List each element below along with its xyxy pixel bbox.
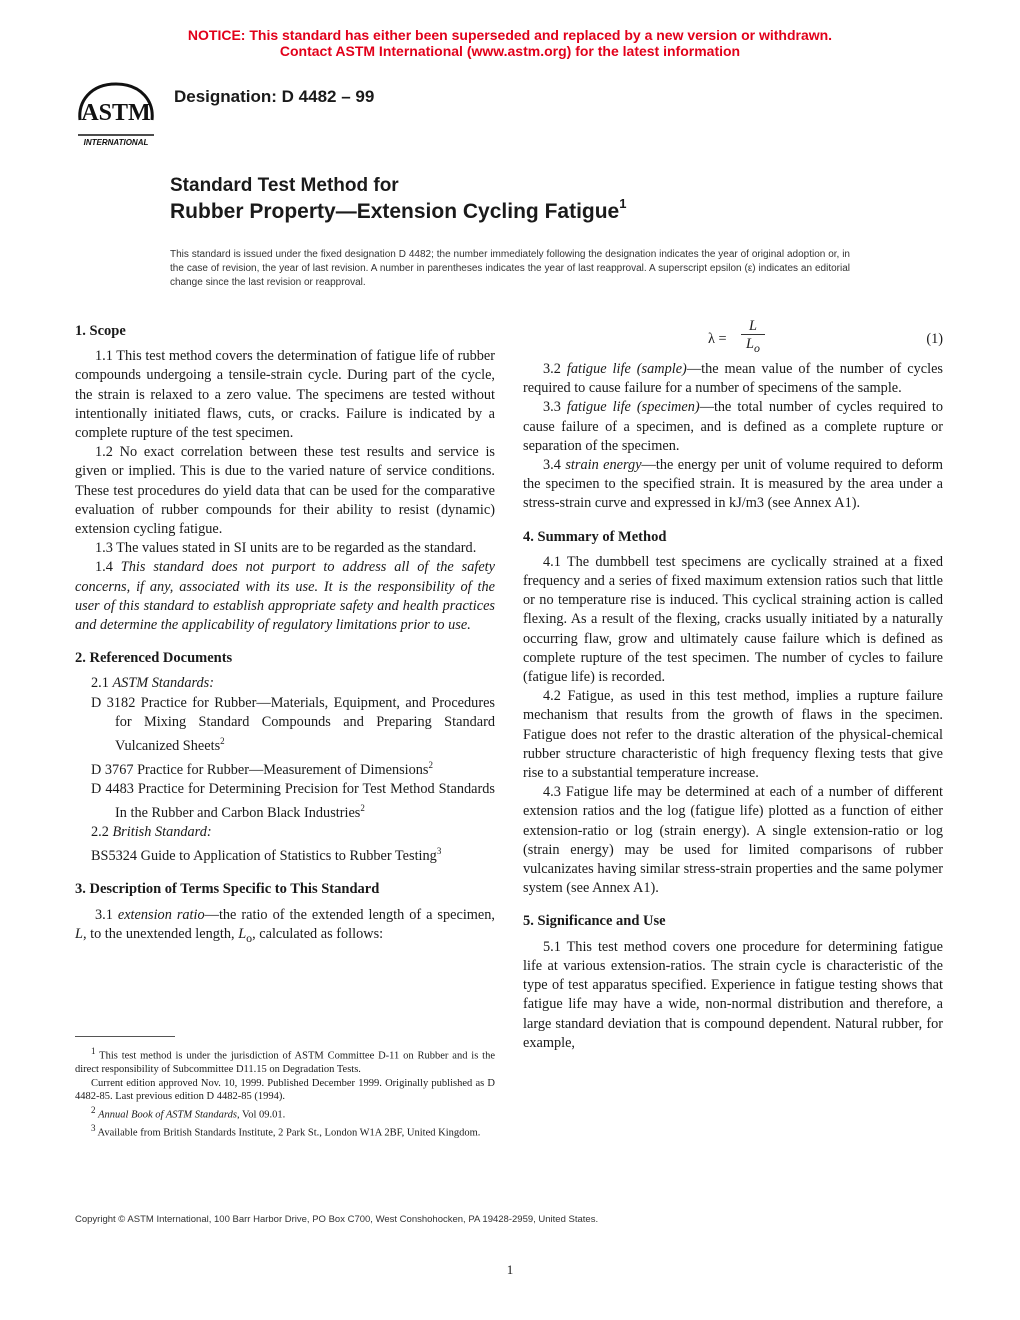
- title-line-2: [170, 198, 626, 224]
- footnote-3-text: Available from British Standards Institute, 2 Park St., London W1A 2BF, United Kingdom.: [95, 1127, 481, 1138]
- reference-bs5324-text: BS5324 Guide to Application of Statistics to Rubber Testing: [91, 848, 437, 865]
- para-3-1-symbol-l: L: [75, 925, 83, 942]
- section-4-heading: 4. Summary of Method: [523, 528, 667, 545]
- para-3-2-text: —the mean value of the number of cycles required to cause failure for a number of specimens of the sample.: [523, 361, 943, 397]
- section-3-heading: 3. Description of Terms Specific to This Standard: [75, 881, 380, 898]
- para-1-3: 1.3 The values stated in SI units are to be regarded as the standard.: [95, 540, 477, 557]
- copyright-line: Copyright © ASTM International, 100 Barr Harbor Drive, PO Box C700, West Conshohocken, PA 19428-2959, United States.: [75, 1214, 599, 1225]
- para-4-3: 4.3 Fatigue life may be determined at each of a number of different extension ratios and the log (fatigue life) plotted as a function of either extension-ratio or log (strain energy). A single extension-ratio or log (strain energy) may be used for limited comparisons of rubber vulcanizates having similar stress-strain properties and the same polymer system (see Annex A1).: [523, 784, 943, 897]
- section-5-heading: 5. Significance and Use: [523, 913, 666, 930]
- reference-d3767: [75, 756, 495, 780]
- para-4-1: 4.1 The dumbbell test specimens are cyclically strained at a fixed frequency and a series of fixed maximum extension ratios such that little or no temperature rise is induced. This cyclical straining action is called flexing. As a result of the flexing, cracks usually initiated by a naturally occurring flaw, grow and ultimately cause failure which is defined as complete rupture of the test specimen. The number of cycles to failure (fatigue life) is recorded.: [523, 553, 943, 686]
- para-3-1: [75, 906, 495, 948]
- para-3-3-text: —the total number of cycles required to cause failure of a specimen, and is defined as a complete rupture or separation of the specimen.: [523, 399, 943, 454]
- reference-d4483-text: D 4483 Practice for Determining Precision for Test Method Standards In the Rubber and Carbon Black Industries: [91, 781, 495, 821]
- footnote-2-mark: 2: [91, 1104, 96, 1115]
- reference-d4483-fn: 2: [360, 803, 365, 814]
- designation: Designation: D 4482 – 99: [174, 87, 375, 106]
- section-2-heading: 2. Referenced Documents: [75, 650, 233, 667]
- notice-line-2: Contact ASTM International (www.astm.org) for the latest information: [279, 43, 741, 59]
- logo-subtext: INTERNATIONAL: [83, 138, 149, 147]
- para-5-1: 5.1 This test method covers one procedure for determining fatigue life at various extension-ratios. The strain cycle is characteristic of the type of test apparatus specified. Experience in fatigue testing shows that fatigue life may have a wide, non-normal distribution and therefore, a large standard deviation that is compound dependent. Natural rubber, for example,: [523, 938, 943, 1051]
- footnote-rule: [75, 1036, 175, 1037]
- para-3-1-subscript-o: o: [246, 930, 253, 945]
- footnote-2-title: Annual Book of ASTM Standards: [98, 1109, 237, 1120]
- para-3-4-term: strain energy: [565, 457, 642, 474]
- left-column: [75, 322, 495, 948]
- para-1-4-num: 1.4: [95, 559, 121, 576]
- title-line-1: Standard Test Method for: [170, 175, 399, 196]
- subsection-2-2: [75, 823, 495, 842]
- para-3-1-symbol-lo: L: [238, 925, 247, 942]
- para-3-3: [523, 398, 943, 456]
- para-3-2-num: 3.2: [543, 361, 567, 377]
- para-3-1-text-a: —the ratio of the extended length of a specimen,: [204, 906, 495, 923]
- para-1-4: [75, 558, 495, 635]
- para-1-1: 1.1 This test method covers the determination of fatigue life of rubber compounds undergoing a tensile-strain cycle. During part of the cycle, the strain is relaxed to a zero value. The specimens are tested without intentionally initiated flaws, cuts, or cracks. Failure is indicated by a complete rupture of the test specimen.: [75, 348, 495, 442]
- equation-1: [523, 318, 943, 360]
- footnote-1: [75, 1045, 495, 1077]
- para-3-4-text: —the energy per unit of volume required to deform the specimen to the specified strain. It is measured by the area under a stress-strain curve and expressed in kJ/m3 (see Annex A1).: [523, 457, 943, 512]
- subsection-2-2-title: British Standard:: [112, 824, 212, 841]
- subsection-2-1: [75, 674, 495, 693]
- para-3-1-text-b: , to the unextended length,: [82, 925, 239, 942]
- equation-denominator-l: L: [746, 336, 754, 352]
- reference-d4483: [75, 780, 495, 823]
- logo-text: ASTM: [81, 100, 151, 126]
- para-1-4-text: This standard does not purport to address all of the safety concerns, if any, associated with its use. It is the responsibility of the user of this standard to establish appropriate safety and health practices and determine the applicability of regulatory limitations prior to use.: [75, 559, 495, 634]
- footnote-3: [75, 1122, 495, 1140]
- reference-bs5324: [75, 842, 495, 866]
- page-number: 1: [506, 1262, 514, 1277]
- equation-lambda: λ =: [708, 331, 727, 347]
- equation-number: (1): [926, 331, 943, 347]
- para-3-1-num: 3.1: [95, 906, 118, 923]
- footnote-1-text: This test method is under the jurisdiction of ASTM Committee D-11 on Rubber and is the direct responsibility of Subcommittee D11.15 on Degradation Tests.: [75, 1050, 495, 1075]
- footnote-1-mark: 1: [91, 1046, 96, 1056]
- para-3-2-term: fatigue life (sample): [566, 361, 687, 377]
- section-1-heading: 1. Scope: [75, 323, 126, 339]
- astm-logo: [70, 80, 162, 150]
- equation-numerator: L: [741, 318, 765, 335]
- subsection-2-1-title: ASTM Standards:: [112, 675, 214, 692]
- title-main: Rubber Property—Extension Cycling Fatigue: [170, 200, 620, 223]
- para-3-1-term: extension ratio: [117, 906, 205, 923]
- subsection-2-2-num: 2.2: [91, 824, 113, 841]
- footnote-2-text: , Vol 09.01.: [236, 1109, 286, 1120]
- para-3-2: [523, 360, 943, 398]
- footnotes: [75, 1045, 495, 1140]
- reference-d3767-fn: 2: [428, 760, 433, 771]
- supersede-notice: [0, 27, 1020, 59]
- issuance-note: This standard is issued under the fixed designation D 4482; the number immediately following the designation indicates the year of original adoption or, in the case of revision, the year of last revision. A number in parentheses indicates the year of last reapproval. A superscript epsilon (ε) indicates an editorial change since the last revision or reapproval.: [170, 249, 850, 288]
- reference-d3182: [75, 694, 495, 756]
- para-3-1-text-c: , calculated as follows:: [252, 925, 384, 942]
- equation-fraction: [741, 318, 765, 357]
- footnote-1b: Current edition approved Nov. 10, 1999. Published December 1999. Originally published as D 4482-85. Last previous edition D 4482-85 (1994).: [75, 1077, 495, 1102]
- para-3-3-num: 3.3: [543, 399, 567, 416]
- para-1-2: 1.2 No exact correlation between these test results and service is given or implied. This is due to the varied nature of service conditions. These test procedures do yield data that can be used for the comparative evaluation of rubber compounds for their ability to resist (dynamic) extension cycling fatigue.: [75, 444, 495, 538]
- reference-bs5324-fn: 3: [436, 846, 442, 857]
- para-4-2: 4.2 Fatigue, as used in this test method, implies a rupture failure mechanism that results from the growth of flaws in the specimen. Fatigue does not refer to the drastic alteration of the physical-chemical rubber structure characteristic of high frequency flexing tests that give rise to a substantial temperature increase.: [523, 688, 943, 782]
- reference-d3182-fn: 2: [220, 736, 225, 747]
- para-3-4-num: 3.4: [543, 457, 566, 474]
- equation-denominator: [741, 335, 765, 357]
- right-column: [523, 318, 943, 1053]
- footnote-3-mark: 3: [91, 1122, 96, 1133]
- para-3-4: [523, 456, 943, 514]
- reference-d3767-text: D 3767 Practice for Rubber—Measurement of Dimensions: [91, 761, 429, 778]
- para-3-3-term: fatigue life (specimen): [566, 399, 700, 416]
- reference-d3182-text: D 3182 Practice for Rubber—Materials, Equipment, and Procedures for Mixing Standard Compounds and Preparing Standard Vulcanized Sheets: [91, 694, 495, 754]
- title-footnote-mark: 1: [619, 196, 627, 211]
- equation-denominator-sub: o: [754, 340, 760, 355]
- notice-line-1: NOTICE: This standard has either been superseded and replaced by a new version or withdrawn.: [187, 27, 833, 43]
- footnote-2: [75, 1104, 495, 1122]
- subsection-2-1-num: 2.1: [91, 675, 113, 692]
